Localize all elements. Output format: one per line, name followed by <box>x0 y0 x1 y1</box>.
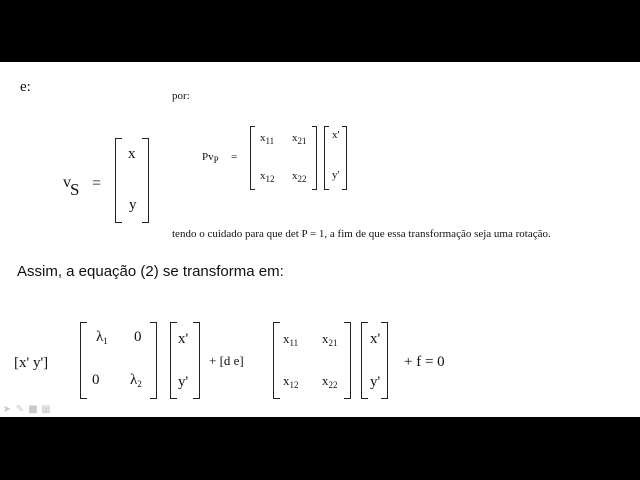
vs-v: v <box>63 174 71 191</box>
xp2-x: x' <box>178 331 189 347</box>
xp2-bracket-left <box>170 322 177 399</box>
p2-r2c2: $x_{22}$ <box>322 373 338 390</box>
p2-r2c1: $x_{12}$ <box>283 373 299 390</box>
p-r2c2: $x_{22}$ <box>292 170 307 184</box>
vs-equals: = <box>92 175 102 192</box>
vs-y: y <box>129 197 137 213</box>
plus-f-equals-zero: + f = 0 <box>404 354 445 370</box>
document-page <box>0 62 640 417</box>
p-bracket-right <box>312 126 317 190</box>
plus-de: + [d e] <box>209 353 244 368</box>
xp3-bracket-right <box>381 322 388 399</box>
vs-subscript: S <box>70 180 80 199</box>
grid-tool-icon[interactable]: ▦ <box>41 404 51 415</box>
p2-bracket-right <box>344 322 351 399</box>
xp-bracket-left <box>324 126 329 190</box>
lambda-r1c1: $\lambda_1$ <box>96 329 108 346</box>
xp3-x: x' <box>370 331 381 347</box>
p2-bracket-left <box>273 322 280 399</box>
vs-x: x <box>128 146 136 162</box>
p2-r1c1: $x_{11}$ <box>283 331 299 348</box>
xp-y: y' <box>332 169 340 181</box>
pen-tool-icon[interactable]: ✎ <box>15 404 25 415</box>
p-r2c1: $x_{12}$ <box>260 170 275 184</box>
label-por: por: <box>172 90 190 102</box>
pvp-label: $Pv_P$ <box>202 151 219 165</box>
lambda-r2c2: $\lambda_2$ <box>130 372 142 389</box>
p-bracket-left <box>250 126 255 190</box>
xp2-bracket-right <box>193 322 200 399</box>
annotation-toolbar <box>2 405 62 417</box>
vs-bracket-right <box>142 138 149 223</box>
p2-r1c2: $x_{21}$ <box>322 331 338 348</box>
lambda-r1c2: 0 <box>134 329 142 345</box>
assim-text: Assim, a equação (2) se transforma em: <box>17 263 284 280</box>
eraser-tool-icon[interactable]: ■ <box>28 404 38 415</box>
lambda-bracket-right <box>150 322 157 399</box>
pvp-equals: = <box>231 151 238 163</box>
xp-bracket-right <box>342 126 347 190</box>
condition-text: tendo o cuidado para que det P = 1, a fim de que essa transformação seja uma rotação. <box>172 228 551 240</box>
xp3-bracket-left <box>361 322 368 399</box>
xp-x: x' <box>332 129 340 141</box>
vs-bracket-left <box>115 138 122 223</box>
lambda-r2c1: 0 <box>92 372 100 388</box>
label-e: e: <box>20 79 31 95</box>
p-r1c2: $x_{21}$ <box>292 132 307 146</box>
xp3-y: y' <box>370 374 381 390</box>
xp2-y: y' <box>178 374 189 390</box>
arrow-tool-icon[interactable]: ➤ <box>2 404 12 415</box>
lambda-bracket-left <box>80 322 87 399</box>
p-r1c1: $x_{11}$ <box>260 132 275 146</box>
row-vector-xy: [x' y'] <box>14 355 49 371</box>
